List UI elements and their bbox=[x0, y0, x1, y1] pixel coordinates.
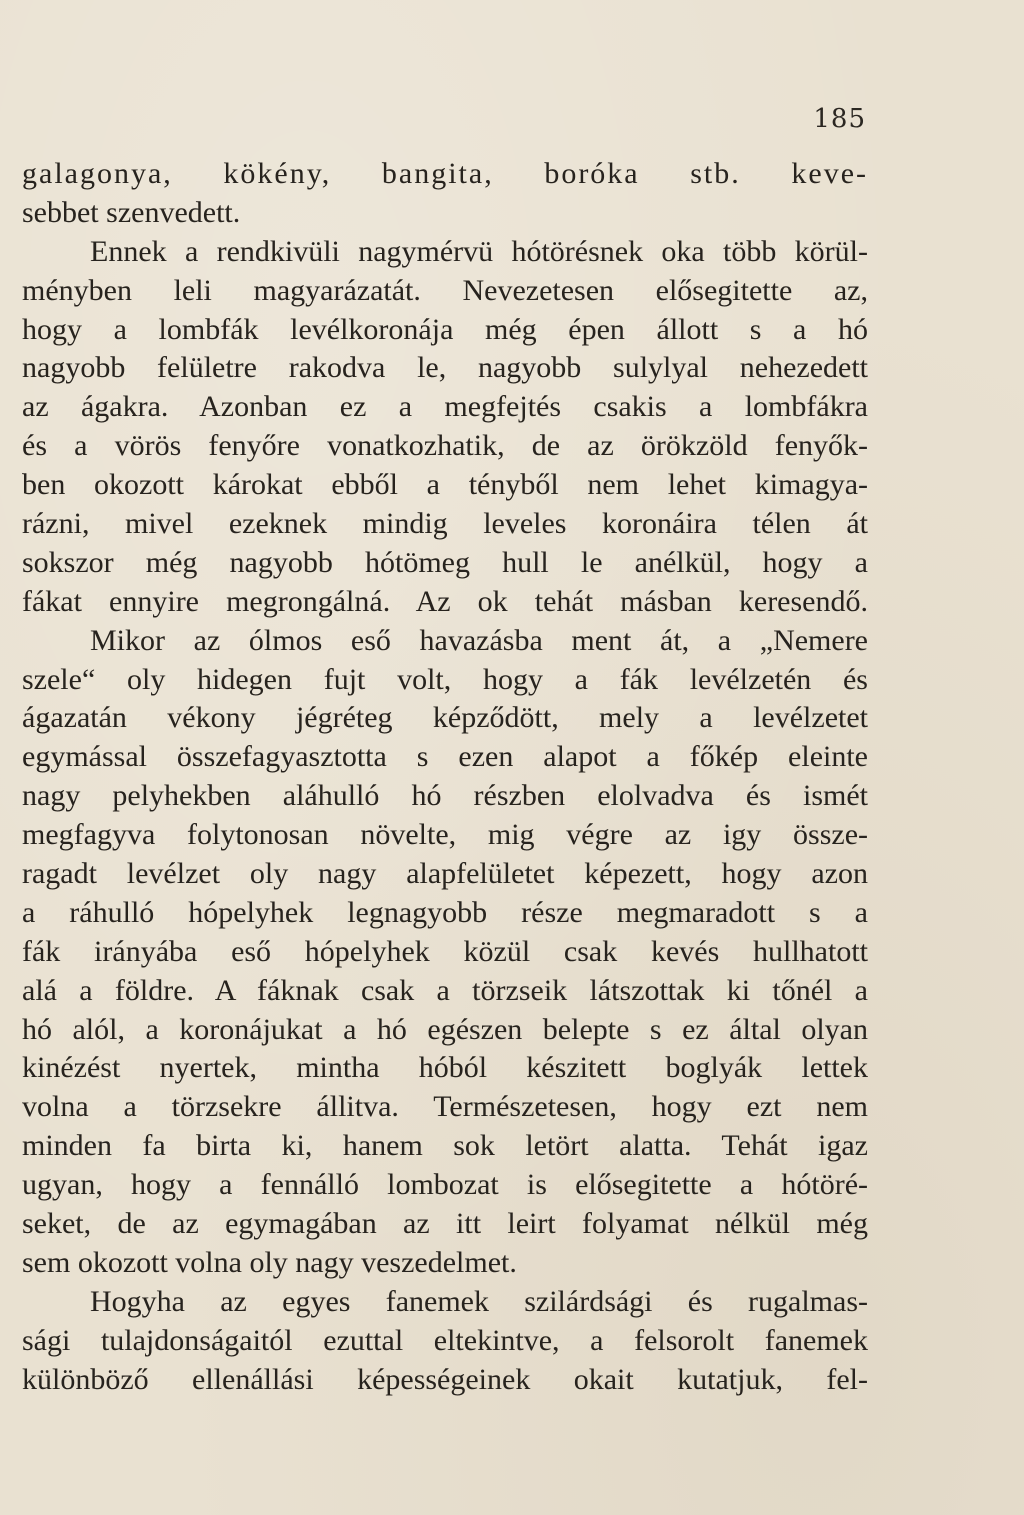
text-line: ben okozott károkat ebből a tényből nem lehet kimagya- bbox=[22, 468, 868, 502]
text-line: szele“ oly hidegen fujt volt, hogy a fák levélzetén és bbox=[22, 662, 868, 696]
text-line: ugyan, hogy a fennálló lombozat is elősegitette a hótöré- bbox=[22, 1168, 868, 1202]
text-line: hogy a lombfák levélkoronája még épen állott s a hó bbox=[22, 312, 868, 346]
text-line: ményben leli magyarázatát. Nevezetesen elősegitette az, bbox=[22, 273, 868, 307]
text-line: ágazatán vékony jégréteg képződött, mely a levélzetet bbox=[22, 701, 868, 735]
text-line: fák irányába eső hópelyhek közül csak kevés hullhatott bbox=[22, 934, 868, 968]
text-line: volna a törzsekre állitva. Természetesen, hogy ezt nem bbox=[22, 1090, 868, 1124]
text-line: hó alól, a koronájukat a hó egészen belepte s ez által olyan bbox=[22, 1012, 868, 1046]
text-line: sem okozott volna oly nagy veszedelmet. bbox=[22, 1245, 517, 1279]
text-line: sokszor még nagyobb hótömeg hull le anélkül, hogy a bbox=[22, 545, 868, 579]
text-line: nagyobb felületre rakodva le, nagyobb sulylyal nehezedett bbox=[22, 351, 868, 385]
text-line: Hogyha az egyes fanemek szilárdsági és rugalmas- bbox=[90, 1284, 868, 1318]
text-line: galagonya, kökény, bangita, boróka stb. keve- bbox=[22, 157, 868, 190]
text-line: Mikor az ólmos eső havazásba ment át, a „Nemere bbox=[90, 623, 868, 657]
text-line: fákat ennyire megrongálná. Az ok tehát másban keresendő. bbox=[22, 584, 868, 618]
text-line: megfagyva folytonosan növelte, mig végre az igy össze- bbox=[22, 818, 868, 852]
body-text bbox=[22, 155, 868, 1400]
text-line: alá a földre. A fáknak csak a törzseik látszottak ki tőnél a bbox=[22, 973, 868, 1007]
text-line: minden fa birta ki, hanem sok letört alatta. Tehát igaz bbox=[22, 1129, 868, 1163]
text-line: az ágakra. Azonban ez a megfejtés csakis a lombfákra bbox=[22, 390, 868, 424]
text-line: a ráhulló hópelyhek legnagyobb része megmaradott s a bbox=[22, 895, 868, 929]
text-line: rázni, mivel ezeknek mindig leveles koronáira télen át bbox=[22, 507, 868, 541]
text-line: ragadt levélzet oly nagy alapfelületet képezett, hogy azon bbox=[22, 857, 868, 891]
text-line: és a vörös fenyőre vonatkozhatik, de az örökzöld fenyők- bbox=[22, 429, 868, 463]
text-line: seket, de az egymagában az itt leirt folyamat nélkül még bbox=[22, 1207, 868, 1241]
text-line: sebbet szenvedett. bbox=[22, 195, 241, 229]
text-line: egymással összefagyasztotta s ezen alapot a főkép eleinte bbox=[22, 740, 868, 774]
text-line: Ennek a rendkivüli nagymérvü hótörésnek oka több körül- bbox=[90, 234, 868, 268]
text-line: nagy pelyhekben aláhulló hó részben elolvadva és ismét bbox=[22, 779, 868, 813]
text-line: különböző ellenállási képességeinek okait kutatjuk, fel- bbox=[22, 1362, 868, 1396]
text-line: sági tulajdonságaitól ezuttal eltekintve, a felsorolt fanemek bbox=[22, 1323, 868, 1357]
text-line: kinézést nyertek, mintha hóból készitett boglyák lettek bbox=[22, 1051, 868, 1085]
page-number: 185 bbox=[813, 104, 866, 134]
